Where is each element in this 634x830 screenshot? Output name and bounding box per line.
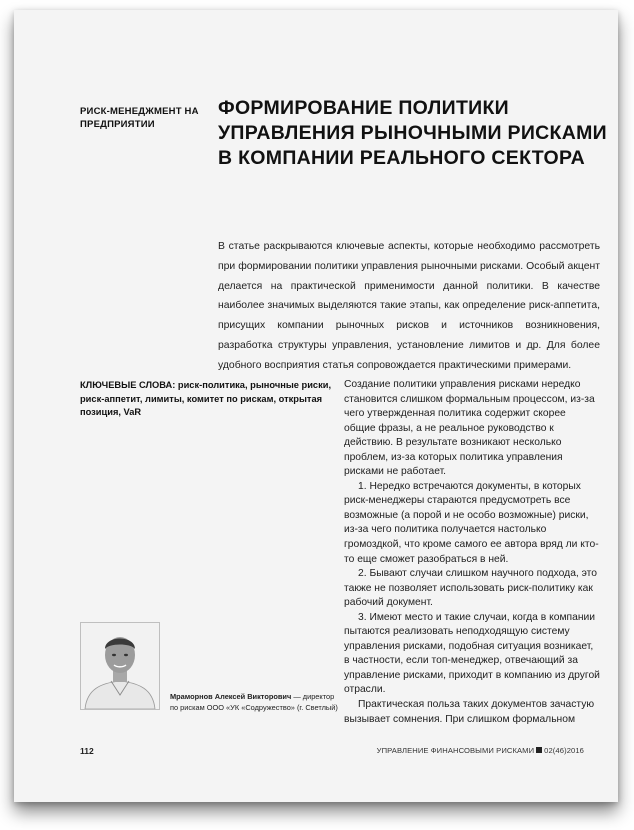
author-photo: [80, 622, 160, 710]
keywords-block: [80, 379, 342, 420]
issue-number: 02(46)2016: [544, 746, 584, 755]
abstract-text: В статье раскрываются ключевые аспекты, которые необходимо рассмотреть при формировании политики управления рыночными рисками. Особый акцент делается на практической применимости данной политики. В качестве наиболее значимых выделяются такие этапы, как определение риск-аппетита, присущих компании рыночных рисков и источников возникновения, разработка структуры управления, установление лимитов и др. Для более удобного восприятия статья сопровождается практическими примерами.: [218, 241, 600, 371]
page-number: 112: [80, 746, 94, 756]
body-paragraph-3: 2. Бывают случаи слишком научного подхода, это также не позволяет использовать риск-политику как рабочий документ.: [344, 568, 597, 609]
author-portrait-icon: [81, 623, 159, 709]
body-paragraph-4: 3. Имеют место и такие случаи, когда в компании пытаются реализовать неподходящую систему управления рисками, подобная ситуация возникает, в частности, если топ-менеджер, отвечающий за управление рисками, приходит в компанию из другой отрасли.: [344, 611, 600, 696]
section-label: РИСК-МЕНЕДЖМЕНТ НА ПРЕДПРИЯТИИ: [80, 106, 199, 130]
body-paragraph-1: Создание политики управления рисками нередко становится слишком формальным процессом, из-за чего утвержденная политика содержит скорее общие фразы, а не реальное руководство к действию. В результате возникают несколько проблем, из-за которых политика управления рисками не работает.: [344, 379, 595, 478]
author-caption: [170, 692, 340, 713]
body-paragraph-5: Практическая польза таких документов зачастую вызывает сомнения. При слишком формальном: [344, 699, 595, 725]
author-details: — директор по рискам ООО «УК «Содружество» (г. Светлый): [170, 692, 338, 712]
article-title: ФОРМИРОВАНИЕ ПОЛИТИКИ УПРАВЛЕНИЯ РЫНОЧНЫМИ РИСКАМИ В КОМПАНИИ РЕАЛЬНОГО СЕКТОРА: [218, 97, 607, 169]
keywords-value: риск-политика, рыночные риски, риск-аппетит, лимиты, комитет по рискам, открытая позиция, VaR: [80, 380, 332, 417]
body-paragraph-2: 1. Нередко встречаются документы, в которых риск-менеджеры стараются предусмотреть все возможные (а порой и не особо возможные) риски, из-за чего политика получается настолько громоздкой, что кроме самого ее автора вряд ли кто-то еще сможет разобраться в ней.: [344, 480, 599, 565]
author-name: Мраморнов Алексей Викторович: [170, 692, 292, 701]
square-icon: [536, 747, 542, 753]
journal-page: [14, 10, 618, 802]
abstract: [218, 237, 600, 376]
keywords-label: КЛЮЧЕВЫЕ СЛОВА:: [80, 380, 176, 390]
body-column: [344, 378, 600, 727]
journal-name: УПРАВЛЕНИЕ ФИНАНСОВЫМИ РИСКАМИ: [376, 746, 535, 755]
running-footer: [377, 746, 584, 755]
